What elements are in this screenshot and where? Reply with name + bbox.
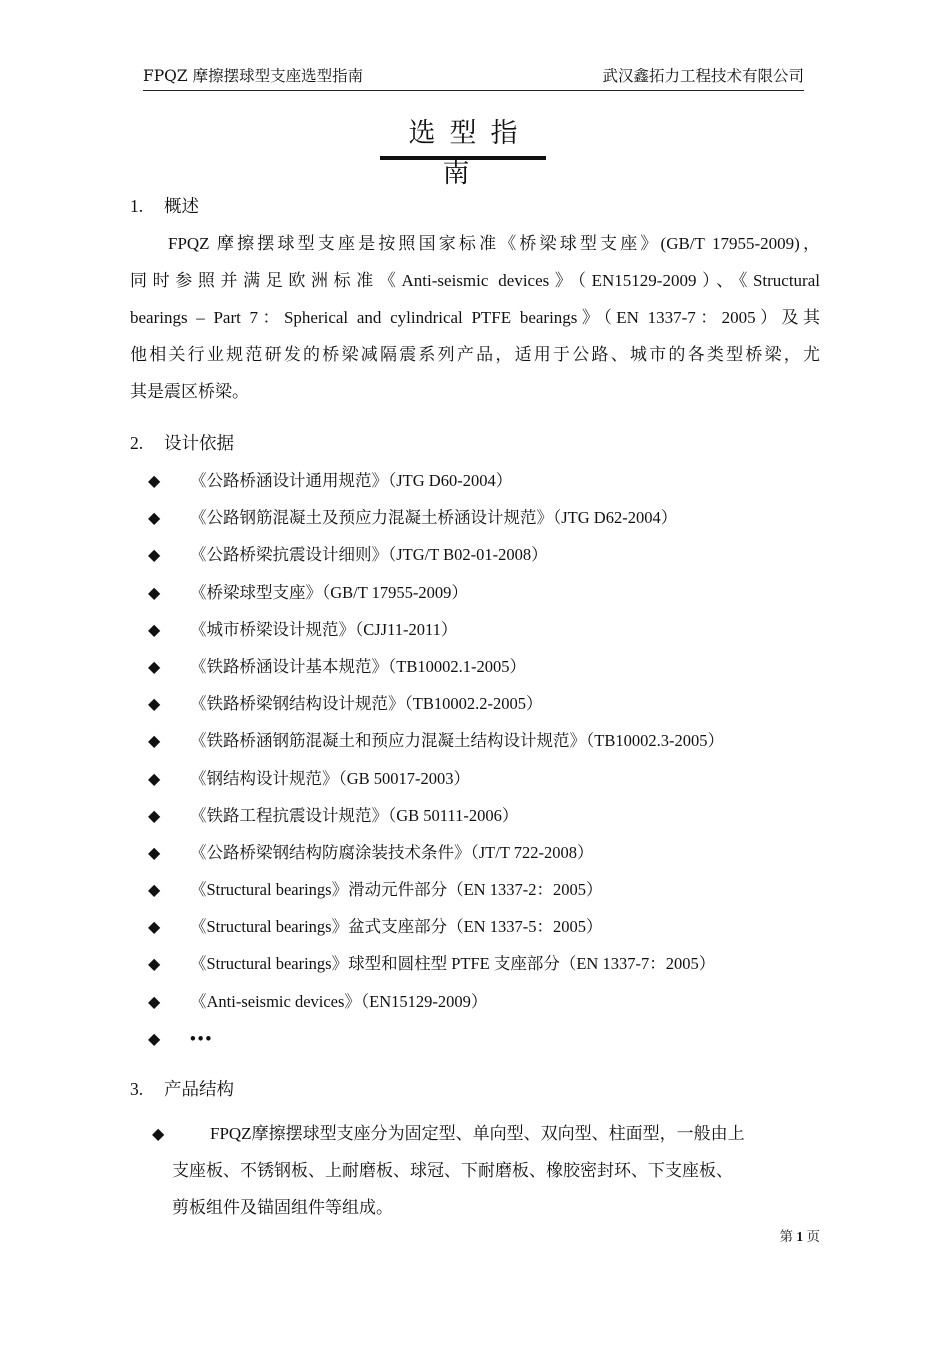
product-structure-paragraph bbox=[150, 1115, 820, 1226]
standard-reference: 《铁路工程抗震设计规范》（GB 50111-2006） bbox=[190, 805, 519, 825]
diamond-bullet-icon: ◆ bbox=[148, 656, 161, 676]
paragraph-line: 其是震区桥梁。 bbox=[130, 382, 249, 401]
diamond-bullet-icon: ◆ bbox=[148, 954, 161, 974]
header-document-title: FPQZ 摩擦摆球型支座选型指南 bbox=[143, 67, 364, 85]
list-item bbox=[148, 945, 828, 982]
paragraph-line: 支座板、不锈钢板、上耐磨板、球冠、下耐磨板、橡胶密封环、下支座板、 bbox=[172, 1161, 733, 1180]
diamond-bullet-icon: ◆ bbox=[148, 545, 161, 565]
list-item bbox=[148, 760, 828, 797]
ellipsis-text: ••• bbox=[190, 1028, 214, 1048]
section-number: 1. bbox=[130, 196, 144, 216]
diamond-bullet-icon: ◆ bbox=[148, 471, 161, 490]
page-title: 选型指南 bbox=[380, 114, 546, 160]
section-heading-product-structure bbox=[130, 1075, 234, 1103]
diamond-bullet-icon: ◆ bbox=[148, 582, 161, 602]
page-number-suffix: 页 bbox=[806, 1229, 820, 1244]
design-basis-list bbox=[148, 462, 828, 1057]
standard-reference: 《城市桥梁设计规范》（CJJ11-2011） bbox=[190, 619, 458, 639]
paragraph-line: 剪板组件及锚固组件等组成。 bbox=[172, 1198, 393, 1217]
list-item bbox=[148, 611, 828, 648]
section-title: 概述 bbox=[164, 197, 199, 217]
standard-reference: 《铁路桥涵钢筋混凝土和预应力混凝土结构设计规范》（TB10002.3-2005） bbox=[190, 731, 724, 751]
section-number: 2. bbox=[130, 433, 144, 453]
diamond-bullet-icon: ◆ bbox=[148, 619, 161, 639]
diamond-bullet-icon: ◆ bbox=[148, 1028, 161, 1048]
list-item bbox=[148, 648, 828, 685]
diamond-bullet-icon: ◆ bbox=[152, 1124, 165, 1143]
diamond-bullet-icon: ◆ bbox=[148, 731, 161, 751]
diamond-bullet-icon: ◆ bbox=[148, 805, 161, 825]
page-header bbox=[143, 64, 804, 91]
paragraph-line: 同时参照并满足欧洲标准《Anti-seismic devices》（EN15129-2009）、《Structural bbox=[130, 271, 820, 290]
section-title: 设计依据 bbox=[164, 434, 234, 454]
diamond-bullet-icon: ◆ bbox=[148, 694, 161, 714]
diamond-bullet-icon: ◆ bbox=[148, 917, 161, 937]
standard-reference: 《Structural bearings》球型和圆柱型 PTFE 支座部分（EN 1337-7：2005） bbox=[190, 954, 716, 974]
overview-paragraph bbox=[130, 225, 820, 410]
page-number-prefix: 第 bbox=[779, 1229, 793, 1244]
standard-reference: 《铁路桥涵设计基本规范》（TB10002.1-2005） bbox=[190, 656, 526, 676]
page-number-value: 1 bbox=[796, 1229, 804, 1244]
standard-reference: 《Structural bearings》滑动元件部分（EN 1337-2：2005） bbox=[190, 880, 603, 900]
section-heading-overview bbox=[130, 192, 199, 220]
diamond-bullet-icon: ◆ bbox=[148, 991, 161, 1011]
standard-reference: 《公路钢筋混凝土及预应力混凝土桥涵设计规范》（JTG D62-2004） bbox=[190, 508, 678, 528]
list-item bbox=[148, 834, 828, 871]
list-item bbox=[148, 536, 828, 573]
standard-reference: 《桥梁球型支座》（GB/T 17955-2009） bbox=[190, 582, 468, 602]
section-number: 3. bbox=[130, 1079, 144, 1099]
list-item bbox=[148, 983, 828, 1020]
diamond-bullet-icon: ◆ bbox=[148, 880, 161, 900]
standard-reference: 《Structural bearings》盆式支座部分（EN 1337-5：2005） bbox=[190, 917, 603, 937]
list-item bbox=[148, 499, 828, 536]
header-company-name: 武汉鑫拓力工程技术有限公司 bbox=[602, 67, 804, 85]
list-item bbox=[148, 797, 828, 834]
diamond-bullet-icon: ◆ bbox=[148, 842, 161, 862]
section-heading-design-basis bbox=[130, 429, 234, 457]
list-item bbox=[148, 574, 828, 611]
list-item bbox=[148, 462, 828, 499]
standard-reference: 《公路桥梁抗震设计细则》（JTG/T B02-01-2008） bbox=[190, 545, 548, 565]
paragraph-line: FPQZ摩擦摆球型支座分为固定型、单向型、双向型、柱面型，一般由上 bbox=[210, 1124, 745, 1143]
list-item bbox=[148, 722, 828, 759]
paragraph-line: 他相关行业规范研发的桥梁减隔震系列产品，适用于公路、城市的各类型桥梁，尤 bbox=[130, 345, 820, 364]
list-item bbox=[148, 685, 828, 722]
standard-reference: 《Anti-seismic devices》（EN15129-2009） bbox=[190, 991, 488, 1011]
list-item bbox=[148, 1020, 828, 1057]
paragraph-line: bearings – Part 7：Spherical and cylindrical PTFE bearings》（EN 1337-7：2005）及其 bbox=[130, 308, 820, 327]
standard-reference: 《铁路桥梁钢结构设计规范》（TB10002.2-2005） bbox=[190, 694, 543, 714]
diamond-bullet-icon: ◆ bbox=[148, 508, 161, 528]
diamond-bullet-icon: ◆ bbox=[148, 768, 161, 788]
standard-reference: 《公路桥梁钢结构防腐涂装技术条件》（JT/T 722-2008） bbox=[190, 842, 594, 862]
section-title: 产品结构 bbox=[164, 1080, 234, 1100]
standard-reference: 《公路桥涵设计通用规范》（JTG D60-2004） bbox=[190, 471, 513, 490]
page-number bbox=[780, 1227, 821, 1247]
paragraph-line: FPQZ 摩擦摆球型支座是按照国家标准《桥梁球型支座》(GB/T 17955-2009)， bbox=[168, 234, 820, 253]
standard-reference: 《钢结构设计规范》（GB 50017-2003） bbox=[190, 768, 471, 788]
list-item bbox=[148, 871, 828, 908]
list-item bbox=[148, 908, 828, 945]
